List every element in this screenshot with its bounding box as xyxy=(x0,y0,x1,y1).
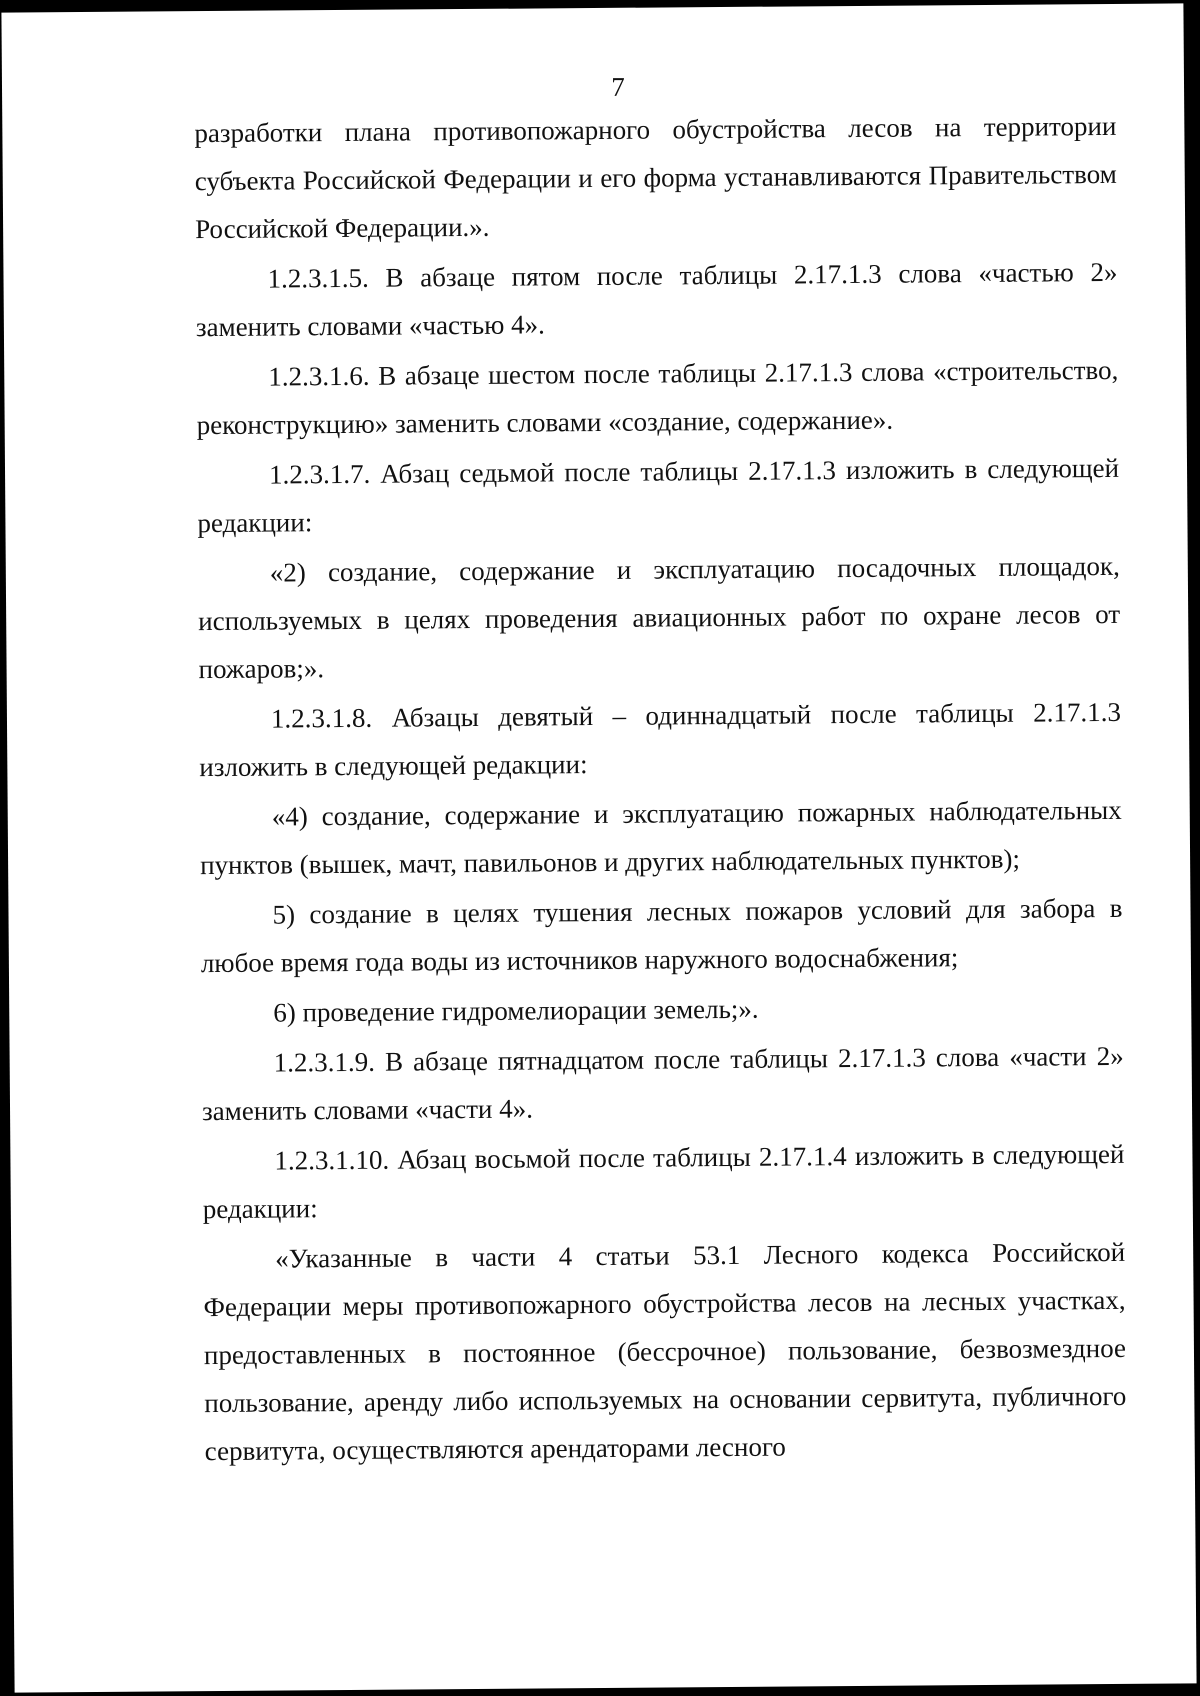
paragraph: 1.2.3.1.9. В абзаце пятнадцатом после таблицы 2.17.1.3 слова «части 2» заменить словами «части 4». xyxy=(201,1040,1124,1127)
paragraph: 1.2.3.1.10. Абзац восьмой после таблицы 2.17.1.4 изложить в следующей редакции: xyxy=(202,1138,1125,1225)
paragraph: «4) создание, содержание и эксплуатацию пожарных наблюдательных пунктов (вышек, мачт, павильонов и других наблюдательных пунктов); xyxy=(200,794,1122,881)
paragraph: 1.2.3.1.8. Абзацы девятый – одиннадцатый после таблицы 2.17.1.3 изложить в следующей редакции: xyxy=(199,696,1122,783)
paragraph: «2) создание, содержание и эксплуатацию посадочных площадок, используемых в целях проведения авиационных работ по охране лесов от пожаров;». xyxy=(198,550,1121,685)
document-page xyxy=(1,3,1196,1692)
paragraph: 1.2.3.1.5. В абзаце пятом после таблицы 2.17.1.3 слова «частью 2» заменить словами «частью 4». xyxy=(195,256,1118,343)
paragraph: 1.2.3.1.6. В абзаце шестом после таблицы 2.17.1.3 слова «строительство, реконструкцию» заменить словами «создание, содержание». xyxy=(196,354,1119,441)
paragraph: «Указанные в части 4 статьи 53.1 Лесного кодекса Российской Федерации меры противопожарного обустройства лесов на лесных участках, предоставленных в постоянное (бессрочное) пользование, безвозмездное пользование, аренду либо используемых на основании сервитута, публичного сервитута, осуществляются арендаторами лесного xyxy=(203,1236,1127,1467)
paragraph: 1.2.3.1.7. Абзац седьмой после таблицы 2.17.1.3 изложить в следующей редакции: xyxy=(197,452,1120,539)
paragraph: разработки плана противопожарного обустройства лесов на территории субъекта Российской Федерации и его форма устанавливаются Правительством Российской Федерации.». xyxy=(194,110,1117,245)
paragraph: 6) проведение гидромелиорации земель;». xyxy=(273,993,759,1028)
paragraph: 5) создание в целях тушения лесных пожаров условий для забора в любое время года воды из источников наружного водоснабжения; xyxy=(200,892,1123,979)
page-number: 7 xyxy=(611,71,625,102)
document-body xyxy=(194,102,1127,1475)
